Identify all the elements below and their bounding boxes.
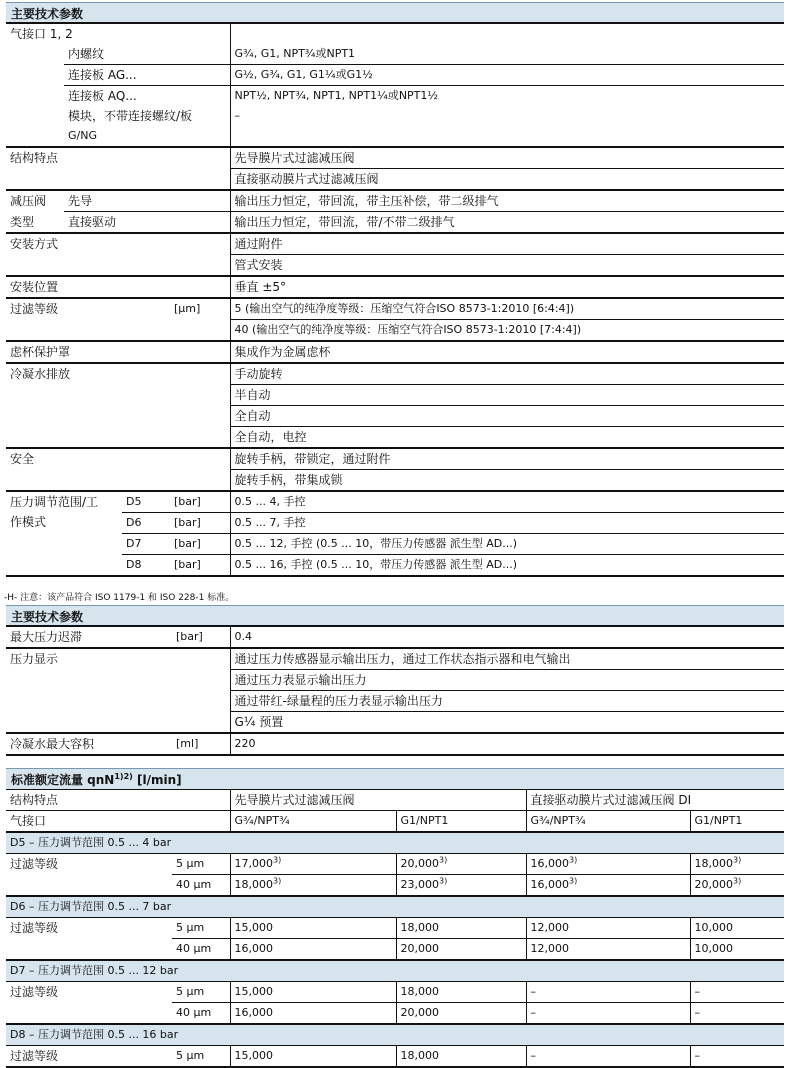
- param-label: 安装方式: [10, 237, 59, 251]
- param-value: 通过压力传感器显示输出压力，通过工作状态指示器和电气输出: [230, 648, 784, 670]
- param-value: 集成作为金属虑杯: [230, 341, 784, 363]
- flow-number: 15,000: [234, 985, 274, 998]
- flow-value: [230, 918, 396, 939]
- flow-value: [396, 875, 526, 897]
- param-value: 全自动，电控: [230, 427, 784, 449]
- col-label: 结构特点: [6, 790, 230, 811]
- param-label: 安全: [10, 452, 35, 466]
- footnote-ref: 1)2): [114, 772, 133, 781]
- group-header-row: [6, 832, 784, 854]
- row-label: 过滤等级: [10, 921, 59, 935]
- flow-number: 10,000: [694, 921, 734, 934]
- table-row: [6, 918, 784, 939]
- flow-number: –: [530, 985, 537, 998]
- flow-number: 15,000: [234, 1049, 274, 1062]
- footnote-ref: 3): [273, 876, 282, 886]
- table-row: [6, 1046, 784, 1068]
- filter-grade: 5 µm: [172, 1046, 230, 1068]
- flow-number: –: [694, 1006, 701, 1019]
- param-value: G¼ 预置: [230, 712, 784, 734]
- param-value: 全自动: [230, 406, 784, 427]
- param-label: 模块，不带连接螺纹/板: [68, 109, 193, 123]
- flow-number: 12,000: [530, 921, 570, 934]
- flow-value: [396, 854, 526, 875]
- param-value: 输出压力恒定，带回流，带/不带二级排气: [230, 212, 784, 234]
- param-value: 通过附件: [230, 233, 784, 255]
- flow-value: [396, 1003, 526, 1025]
- param-value: –: [230, 106, 784, 147]
- param-label: 减压阀: [10, 194, 47, 208]
- flow-value: [526, 982, 690, 1003]
- port-header: G1/NPT1: [396, 811, 526, 833]
- flow-value: [690, 918, 784, 939]
- group-title: D7 – 压力调节范围 0.5 ... 12 bar: [6, 960, 784, 982]
- section-title: 主要技术参数: [6, 2, 784, 24]
- port-header: G1/NPT1: [690, 811, 784, 833]
- col-header-pilot: 先导膜片式过滤减压阀: [230, 790, 526, 811]
- param-value: 0.5 ... 16, 手控 (0.5 ... 10，带压力传感器 派生型 AD...): [230, 555, 784, 577]
- param-value: 旋转手柄，带锁定，通过附件: [230, 448, 784, 470]
- footnote-ref: 3): [273, 855, 282, 865]
- param-value: 通过带红-绿量程的压力表显示输出压力: [230, 691, 784, 712]
- filter-grade: 40 µm: [172, 939, 230, 961]
- row-label: 过滤等级: [10, 857, 59, 871]
- table-row: [6, 875, 784, 897]
- flow-value: [230, 1046, 396, 1068]
- param-label: 压力显示: [10, 652, 59, 666]
- param-value: 手动旋转: [230, 363, 784, 385]
- range-code: D8: [122, 555, 170, 577]
- flow-value: [690, 982, 784, 1003]
- col-label: 气接口: [6, 811, 230, 833]
- param-unit: [bar]: [170, 513, 230, 534]
- param-value: 5 (输出空气的纯净度等级：压缩空气符合ISO 8573-1:2010 [6:4:4]): [230, 298, 784, 320]
- flow-number: 23,000: [400, 878, 440, 891]
- flow-value: [690, 939, 784, 961]
- filter-grade: 5 µm: [172, 854, 230, 875]
- flow-value: [396, 982, 526, 1003]
- param-label: 冷凝水排放: [10, 367, 71, 381]
- flow-number: 18,000: [694, 857, 734, 870]
- flow-number: 18,000: [400, 985, 440, 998]
- flow-value: [396, 1046, 526, 1068]
- flow-value: [230, 1003, 396, 1025]
- param-label: 类型: [6, 212, 64, 234]
- flow-value: [690, 1003, 784, 1025]
- param-label: 内螺纹: [64, 44, 230, 65]
- param-label: 气接口 1, 2: [10, 27, 73, 41]
- flow-value: [230, 854, 396, 875]
- param-value: 输出压力恒定，带回流，带主压补偿，带二级排气: [230, 190, 784, 212]
- range-code: D6: [122, 513, 170, 534]
- flow-number: 16,000: [234, 942, 274, 955]
- flow-number: –: [694, 1049, 701, 1062]
- param-label: 连接板 AG...: [64, 65, 230, 86]
- param-label: 过滤等级: [10, 302, 59, 316]
- flow-number: 17,000: [234, 857, 274, 870]
- footnote-ref: 3): [569, 876, 578, 886]
- filter-grade: 5 µm: [172, 982, 230, 1003]
- param-value: 通过压力表显示输出压力: [230, 670, 784, 691]
- param-label: 冷凝水最大容积: [6, 733, 172, 755]
- flow-value: [690, 875, 784, 897]
- flow-number: 18,000: [400, 921, 440, 934]
- param-value: 0.5 ... 7, 手控: [230, 513, 784, 534]
- flow-value: [526, 918, 690, 939]
- params-table: [6, 24, 784, 577]
- flow-rate-table: [6, 768, 784, 1068]
- col-header-direct: 直接驱动膜片式过滤减压阀 DI: [526, 790, 784, 811]
- flow-value: [526, 875, 690, 897]
- flow-number: 10,000: [694, 942, 734, 955]
- footnote-ref: 3): [733, 855, 742, 865]
- param-unit: [ml]: [172, 733, 230, 755]
- flow-value: [526, 939, 690, 961]
- param-value: G¾, G1, NPT¾或NPT1: [230, 44, 784, 65]
- flow-number: –: [530, 1049, 537, 1062]
- row-label: 过滤等级: [10, 985, 59, 999]
- filter-grade: 40 µm: [172, 1003, 230, 1025]
- param-value: 垂直 ±5°: [230, 276, 784, 298]
- param-label: G/NG: [68, 129, 97, 142]
- flow-number: –: [694, 985, 701, 998]
- flow-value: [690, 1046, 784, 1068]
- flow-value: [230, 875, 396, 897]
- flow-number: 18,000: [400, 1049, 440, 1062]
- flow-value: [396, 918, 526, 939]
- flow-value: [396, 939, 526, 961]
- param-label: 作模式: [10, 515, 47, 529]
- group-title: D8 – 压力调节范围 0.5 ... 16 bar: [6, 1024, 784, 1046]
- flow-value: [526, 854, 690, 875]
- param-value: 0.5 ... 12, 手控 (0.5 ... 10，带压力传感器 派生型 AD...): [230, 534, 784, 555]
- flow-number: 16,000: [530, 878, 570, 891]
- group-header-row: [6, 896, 784, 918]
- footnote-ref: 3): [569, 855, 578, 865]
- flow-number: 20,000: [694, 878, 734, 891]
- table-row: [6, 1003, 784, 1025]
- flow-number: 20,000: [400, 857, 440, 870]
- flow-value: [230, 982, 396, 1003]
- param-label: 结构特点: [10, 151, 59, 165]
- footnote-ref: 3): [733, 876, 742, 886]
- flow-value: [526, 1003, 690, 1025]
- section-title: 标准额定流量 qnN$^{1)2)}$ [l/min]: [6, 768, 784, 790]
- param-unit: [bar]: [172, 627, 230, 648]
- param-value: NPT½, NPT¾, NPT1, NPT1¼或NPT1½: [230, 86, 784, 107]
- main-tech-params-table-1: [6, 2, 784, 577]
- param-label: 连接板 AQ...: [68, 89, 137, 103]
- params-table: [6, 627, 784, 756]
- param-label: 虑杯保护罩: [6, 341, 230, 363]
- group-header-row: [6, 1024, 784, 1046]
- flow-table: [6, 790, 784, 1068]
- flow-number: 20,000: [400, 1006, 440, 1019]
- param-label: 直接驱动: [64, 212, 230, 234]
- param-value: 220: [230, 733, 784, 755]
- footnote-ref: 3): [439, 876, 448, 886]
- param-value: 0.4: [230, 627, 784, 648]
- flow-groups: [6, 832, 784, 1067]
- param-value: 先导膜片式过滤减压阀: [230, 147, 784, 169]
- footnote-ref: 3): [439, 855, 448, 865]
- standards-note: -H- 注意：该产品符合 ISO 1179-1 和 ISO 228-1 标准。: [4, 593, 235, 603]
- section-title: 主要技术参数: [6, 605, 784, 627]
- group-title: D6 – 压力调节范围 0.5 ... 7 bar: [6, 896, 784, 918]
- param-label: 安装位置: [6, 276, 230, 298]
- row-label: 过滤等级: [6, 1046, 172, 1068]
- param-value: 直接驱动膜片式过滤减压阀: [230, 169, 784, 191]
- port-header: G¾/NPT¾: [230, 811, 396, 833]
- flow-number: 16,000: [234, 1006, 274, 1019]
- flow-number: 20,000: [400, 942, 440, 955]
- param-label: 先导: [64, 190, 230, 212]
- table-row: [6, 854, 784, 875]
- param-label: 最大压力迟滞: [6, 627, 172, 648]
- group-header-row: [6, 960, 784, 982]
- flow-value: [526, 1046, 690, 1068]
- param-value: 40 (输出空气的纯净度等级：压缩空气符合ISO 8573-1:2010 [7:4:4]): [230, 320, 784, 342]
- table-row: [6, 939, 784, 961]
- table-row: [6, 982, 784, 1003]
- param-unit: [bar]: [170, 555, 230, 577]
- flow-number: 12,000: [530, 942, 570, 955]
- flow-number: 18,000: [234, 878, 274, 891]
- flow-value: [690, 854, 784, 875]
- filter-grade: 40 µm: [172, 875, 230, 897]
- main-tech-params-table-2: [6, 605, 784, 756]
- param-label: 压力调节范围/工: [10, 495, 99, 509]
- filter-grade: 5 µm: [172, 918, 230, 939]
- param-unit: [µm]: [174, 302, 201, 315]
- flow-value: [230, 939, 396, 961]
- group-title: D5 – 压力调节范围 0.5 ... 4 bar: [6, 832, 784, 854]
- flow-number: 15,000: [234, 921, 274, 934]
- param-value: 管式安装: [230, 255, 784, 277]
- param-value: G½, G¾, G1, G1¼或G1½: [230, 65, 784, 86]
- flow-number: 16,000: [530, 857, 570, 870]
- range-code: D7: [122, 534, 170, 555]
- port-header: G¾/NPT¾: [526, 811, 690, 833]
- param-unit: [bar]: [170, 534, 230, 555]
- param-value: 半自动: [230, 385, 784, 406]
- param-unit: [bar]: [170, 491, 230, 513]
- param-value: 旋转手柄，带集成锁: [230, 470, 784, 492]
- param-value: 0.5 ... 4, 手控: [230, 491, 784, 513]
- range-code: D5: [122, 491, 170, 513]
- flow-number: –: [530, 1006, 537, 1019]
